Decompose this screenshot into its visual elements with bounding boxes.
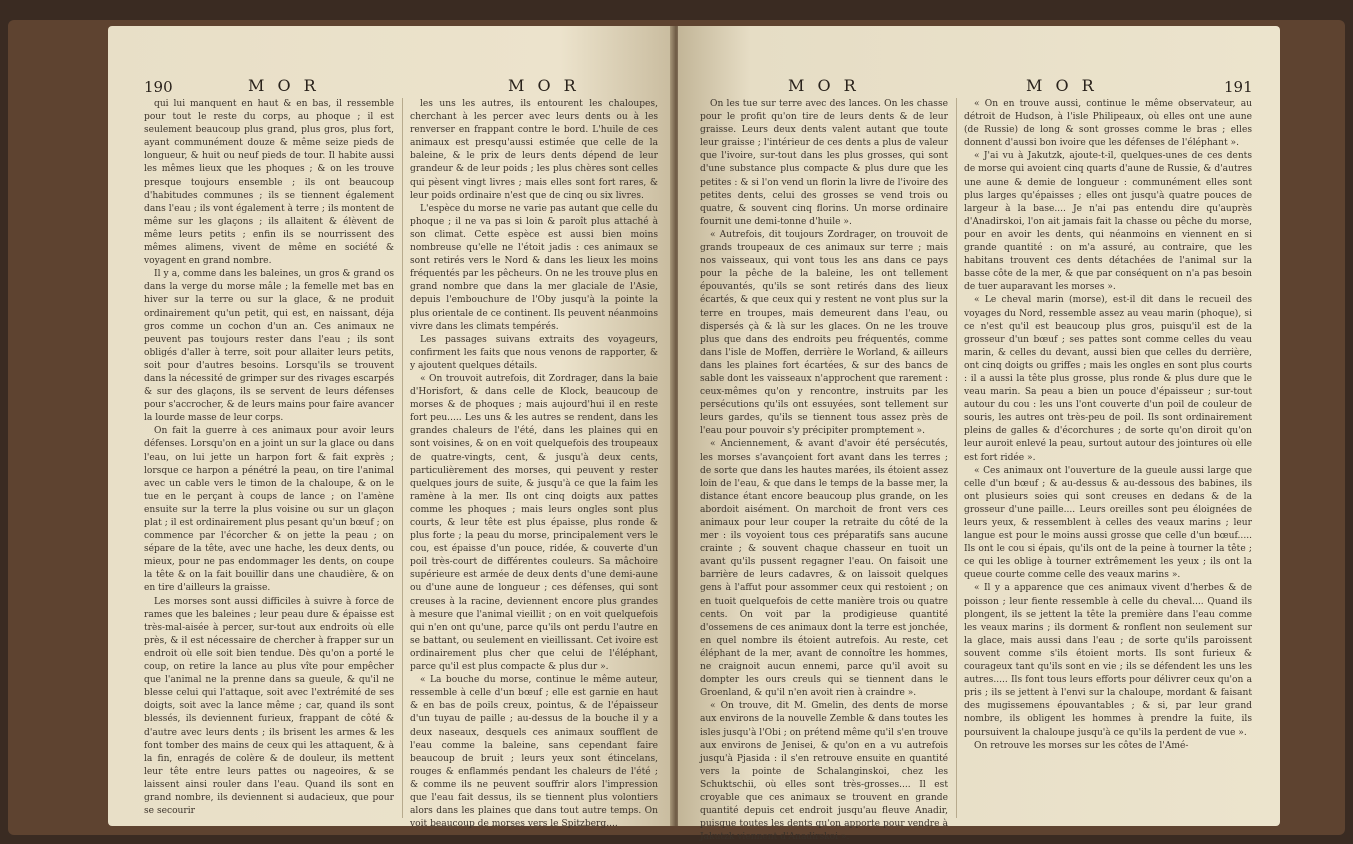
column-rule	[402, 98, 403, 818]
paragraph: « Il y a apparence que ces animaux vivent d'herbes & de poisson ; leur fiente ressemble à celle du cheval.... Quand ils plongent, ils se jettent la tête la première dans l'eau comme les veaux marins ; ils dorment & ronflent non seulement sur la glace, mais aussi dans l'eau ; de sorte qu'ils paroissent souvent comme s'ils étoient morts. Ils sont furieux & courageux tant qu'ils sont en vie ; ils se défendent les uns les autres..... Ils font tous leurs efforts pour délivrer ceux qu'on a pris ; ils se jettent à l'envi sur la chaloupe, mordant & faisant des mugissemens épouvantables ; & si, par leur grand nombre, ils obligent les hommes à prendre la fuite, ils poursuivent la chaloupe jusqu'à ce qu'ils la perdent de vue ».	[964, 583, 1252, 738]
paragraph: On fait la guerre à ces animaux pour avoir leurs défenses. Lorsqu'on en a joint un sur la glace ou dans l'eau, on lui jette un harpon fort & fait exprès ; lorsque ce harpon a pénétré la peau, on tire l'animal avec un cable vers le timon de la chaloupe, & on le tue en le perçant à coups de lance ; on l'amène ensuite sur la terre la plus voisine ou sur un glaçon plat ; il est ordinairement plus pesant qu'un bœuf ; on commence par l'écorcher & on jette la peau ; on sépare de la tête, avec une hache, les deux dents, ou mieux, pour ne pas endommager les dents, on coupe la tête & on la fait bouillir dans une chaudière, & on en tire d'ailleurs la graisse.	[144, 426, 394, 594]
right-page-number: 191	[1224, 78, 1253, 96]
paragraph: Les morses sont aussi difficiles à suivre à force de rames que les baleines ; leur peau dure & épaisse est très-mal-aisée à percer, sur-tout aux endroits où elle près, & il est nécessaire de chercher à frapper sur un endroit où elle soit bien tendue. Dès qu'on a porté le coup, on retire la lance au plus vîte pour empêcher que l'animal ne la prenne dans sa gueule, & qu'il ne blesse celui qui l'attaque, soit avec l'extrémité de ses doigts, soit avec la lance même ; car, quand ils sont blessés, ils deviennent furieux, frappant de côté & d'autre avec leurs dents ; ils brisent les armes & les font tomber des mains de ceux qui les attaquent, & à la fin, enragés de colère & de douleur, ils mettent leur tête entre leurs pattes ou nageoires, & se laissent ainsi rouler dans l'eau. Quand ils sont en grand nombre, ils deviennent si audacieux, que pour se secourir	[144, 596, 394, 817]
paragraph: On les tue sur terre avec des lances. On les chasse pour le profit qu'on tire de leurs dents & de leur graisse. Leurs deux dents valent autant que toute leur graisse ; l'intérieur de ces dents a plus de valeur que l'ivoire, sur-tout dans les plus grosses, qui sont d'une substance plus compacte & plus dure que les petites : & si l'on vend un florin la livre de l'ivoire des petites dents, celui des grosses se vend trois ou quatre, & souvent cinq florins. Un morse ordinaire fournit une demi-tonne d'huile ».	[700, 99, 948, 227]
left-column-2	[410, 98, 658, 830]
paragraph: « Ces animaux ont l'ouverture de la gueule aussi large que celle d'un bœuf ; & au-dessus & au-dessous des babines, ils ont plusieurs soies qui sont creuses en dedans & de la grosseur d'une paille.... Leurs oreilles sont peu éloignées de leurs yeux, & ressemblent à celles des veaux marins ; leur langue est pour le moins aussi grosse que celle d'un bœuf..... Ils ont le cou si épais, qu'ils ont de la peine à tourner la tête ; ce qui les oblige à tourner extrêmement les yeux ; ils ont la queue courte comme celle des veaux marins ».	[964, 465, 1252, 581]
paragraph: « Le cheval marin (morse), est-il dit dans le recueil des voyages du Nord, ressemble assez au veau marin (phoque), si ce n'est qu'il est beaucoup plus gros, puisqu'il est de la grosseur d'un bœuf ; ses pattes sont comme celles du veau marin, & celles du devant, aussi bien que celles du derrière, ont cinq doigts ou griffes ; mais les ongles en sont plus courts : il a aussi la tête plus grosse, plus ronde & plus dure que le veau marin. Sa peau a bien un pouce d'épaisseur ; sur-tout autour du cou : les uns l'ont couverte d'un poil de couleur de souris, les autres ont très-peu de poil. Ils sont ordinairement pleins de galles & d'écorchures ; de sorte qu'on diroit qu'on leur auroit enlevé la peau, surtout autour des jointures où elle est fort ridée ».	[964, 295, 1252, 463]
paragraph: Il y a, comme dans les baleines, un gros & grand os dans la verge du morse mâle ; la femelle met bas en hiver sur la terre ou sur la glace, & ne produit ordinairement qu'un petit, qui est, en naissant, déja gros comme un cochon d'un an. Ces animaux ne peuvent pas toujours rester dans l'eau ; ils sont obligés d'aller à terre, soit pour allaiter leurs petits, soit pour d'autres besoins. Lorsqu'ils se trouvent dans la nécessité de grimper sur des rivages escarpés & sur des glaçons, ils se servent de leurs défenses pour s'accrocher, & de leurs mains pour faire avancer la lourde masse de leur corps.	[144, 269, 394, 424]
right-running-head-2: M O R	[1026, 76, 1098, 95]
paragraph: L'espèce du morse ne varie pas autant que celle du phoque ; il ne va pas si loin & paroît plus attaché à son climat. Cette espèce est aussi bien moins nombreuse qu'elle ne l'étoit jadis : ces animaux se sont retirés vers le Nord & dans les lieux les moins fréquentés par les pêcheurs. On ne les trouve plus en grand nombre que dans la mer glaciale de l'Asie, depuis l'embouchure de l'Oby jusqu'à la pointe la plus orientale de ce continent. Ils peuvent néanmoins vivre dans les climats tempérés.	[410, 203, 658, 332]
right-column-2	[964, 98, 1252, 818]
paragraph: « Autrefois, dit toujours Zordrager, on trouvoit de grands troupeaux de ces animaux sur terre ; mais nos vaisseaux, qui vont tous les ans dans ce pays pour la pêche de la baleine, les ont tellement épouvantés, qu'ils se sont retirés dans des lieux écartés, & que ceux qui y restent ne vont plus sur la terre en troupes, mais demeurent dans l'eau, ou dispersés çà & là sur les glaces. On ne les trouve plus que dans des endroits peu fréquentés, comme dans l'isle de Moffen, derrière le Worland, & ailleurs dans les plaines fort écartées, & sur des bancs de sable dont les vaisseaux n'approchent que rarement : ceux-mêmes qu'on y rencontre, instruits par les persécutions qu'ils ont essuyées, sont tellement sur leurs gardes, qu'ils se tiennent tous assez près de l'eau pour pouvoir s'y précipiter promptement ».	[700, 229, 948, 437]
paragraph: les uns les autres, ils entourent les chaloupes, cherchant à les percer avec leurs dents ou à les renverser en frappant contre le bord. L'huile de ces animaux est presqu'aussi estimée que celle de la baleine, & le prix de leurs dents dépend de leur grandeur & de leur poids ; les plus chères sont celles qui pèsent vingt livres ; mais elles sont fort rares, & leur poids ordinaire n'est que de cinq ou six livres.	[410, 99, 658, 201]
right-page	[678, 26, 1280, 843]
paragraph: « J'ai vu à Jakutzk, ajoute-t-il, quelques-unes de ces dents de morse qui avoient cinq quarts d'aune de Russie, & d'autres une aune & demie de longueur : communément elles sont plus larges qu'épaisses ; elles ont jusqu'à quatre pouces de largeur à la base.... Je n'ai pas entendu dire qu'auprès d'Anadirskoi, l'on ait jamais fait la chasse ou pêche du morse, pour en avoir les dents, qui néanmoins en viennent en si grande quantité : on m'a assuré, au contraire, que les habitans trouvent ces dents détachées de l'animal sur la basse côte de la mer, & que par conséquent on n'a pas besoin de tuer auparavant les morses ».	[964, 151, 1252, 293]
paragraph: « On trouvoit autrefois, dit Zordrager, dans la baie d'Horisfort, & dans celle de Klock, beaucoup de morses & de phoques ; mais aujourd'hui il en reste fort peu..... Les uns & les autres se rendent, dans les grandes chaleurs de l'été, dans les plaines qui en sont voisines, & on en voit quelquefois des troupeaux de quatre-vingts, cent, & jusqu'à deux cents, particulièrement des morses, qui peuvent y rester quelques jours de suite, & jusqu'à ce que la faim les ramène à la mer. Ils ont cinq doigts aux pattes comme les phoques ; mais leurs ongles sont plus courts, & leur tête est plus épaisse, plus ronde & plus forte ; la peau du morse, principalement vers le cou, est épaisse d'un pouce, ridée, & couverte d'un poil très-court de différentes couleurs. Sa mâchoire supérieure est armée de deux dents d'une demi-aune ou d'une aune de longueur ; ces défenses, qui sont creuses à la racine, deviennent encore plus grandes à mesure que l'animal vieillit ; on en voit quelquefois qui n'en ont qu'une, parce qu'ils ont perdu l'autre en se battant, ou seulement en vieillissant. Cet ivoire est ordinairement plus cher que celui de l'éléphant, parce qu'il est plus compacte & plus dur ».	[410, 373, 658, 673]
left-column-1	[144, 98, 394, 818]
left-running-head-1: M O R	[248, 76, 320, 95]
paragraph: « Anciennement, & avant d'avoir été persécutés, les morses s'avançoient fort avant dans les terres ; de sorte que dans les hautes marées, ils étoient assez loin de l'eau, & que dans le temps de la basse mer, la distance étant encore beaucoup plus grande, on les abordoit aisément. On marchoit de front vers ces animaux pour leur couper la retraite du côté de la mer : ils voyoient tous ces préparatifs sans aucune crainte ; & souvent chaque chasseur en tuoit un avant qu'ils pussent regagner l'eau. On faisoit une barrière de leurs cadavres, & on laissoit quelques gens à l'affut pour assommer ceux qui restoient ; on en tuoit quelquefois de cette manière trois ou quatre cents. On voit par la prodigieuse quantité d'ossemens de ces animaux dont la terre est jonchée, en quel nombre ils étoient autrefois. Au reste, cet éléphant de la mer, avant de connoître les hommes, ne craignoit aucun ennemi, parce qu'il avoit su dompter les ours creuls qui se tiennent dans le Groenland, & qu'il n'en avoit rien à craindre ».	[700, 439, 948, 699]
book-spread	[8, 20, 1345, 843]
paragraph: « La bouche du morse, continue le même auteur, ressemble à celle d'un bœuf ; elle est garnie en haut & en bas de poils creux, pointus, & de l'épaisseur d'un tuyau de paille ; au-dessus de la bouche il y a deux naseaux, desquels ces animaux soufflent de l'eau comme la baleine, sans cependant faire beaucoup de bruit ; leurs yeux sont étincelans, rouges & enflammés pendant les chaleurs de l'été ; & comme ils ne peuvent souffrir alors l'impression que l'eau fait dessus, ils se tiennent plus volontiers alors dans les plaines que dans tout autre temps. On voit beaucoup de morses vers le Spitzberg....	[410, 675, 658, 830]
right-running-head-1: M O R	[788, 76, 860, 95]
paragraph: qui lui manquent en haut & en bas, il ressemble pour tout le reste du corps, au phoque ; il est seulement beaucoup plus grand, plus gros, plus fort, ayant communément douze & même seize pieds de longueur, & huit ou neuf pieds de tour. Il habite aussi les mêmes lieux que les phoques ; & on les trouve presque toujours ensemble ; ils ont beaucoup d'habitudes communes ; ils se tiennent également dans l'eau ; ils vont également à terre ; ils montent de même sur les glaçons ; ils allaitent & élèvent de même leurs petits ; enfin ils se nourrissent des mêmes alimens, vivent de même en société & voyagent en grand nombre.	[144, 99, 394, 267]
left-page-number: 190	[144, 78, 173, 96]
paragraph: « On trouve, dit M. Gmelin, des dents de morse aux environs de la nouvelle Zemble & dans toutes les isles jusqu'à l'Obi ; on prétend même qu'il s'en trouve aux environs de Jenisei, & qu'on en a vu autrefois jusqu'à Pjasida : il s'en retrouve ensuite en quantité vers la pointe de Schalanginskoi, chez les Schuktschii, où elles sont très-grosses.... Il est croyable que ces animaux se trouvent en grande quantité depuis cet endroit jusqu'au fleuve Anadir, puisque toutes les dents qu'on apporte pour vendre à Jakutzk viennent d'Anadirskoi ».	[700, 701, 949, 843]
left-running-head-2: M O R	[508, 76, 580, 95]
right-column-1	[700, 98, 949, 843]
column-rule	[956, 98, 957, 818]
paragraph: On retrouve les morses sur les côtes de l'Amé-	[974, 740, 1189, 751]
left-page	[108, 26, 673, 830]
paragraph: Les passages suivans extraits des voyageurs, confirment les faits que nous venons de rapporter, & y ajoutent quelques détails.	[410, 334, 658, 371]
paragraph: « On en trouve aussi, continue le même observateur, au détroit de Hudson, à l'isle Philipeaux, où elles ont une aune (de Russie) de long & sont grosses comme le bras ; elles donnent d'aussi bon ivoire que les défenses de l'éléphant ».	[964, 99, 1252, 149]
